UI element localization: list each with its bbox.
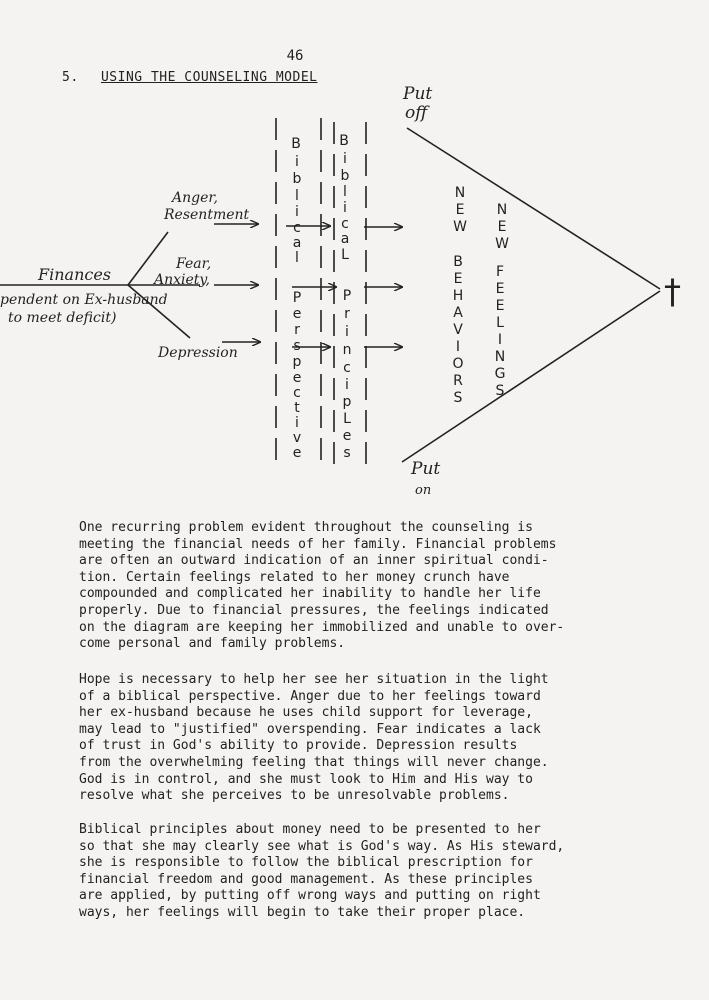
bpr-bot-0: P bbox=[342, 288, 352, 304]
anger-label-2: Resentment bbox=[164, 207, 250, 223]
bpr-top-5: c bbox=[341, 216, 349, 232]
nf-2: W bbox=[495, 236, 509, 252]
text-line: of a biblical perspective. Anger due to her feelings toward bbox=[79, 688, 541, 704]
nb-2: W bbox=[453, 219, 467, 235]
bpr-bot-4: c bbox=[343, 360, 351, 376]
text-line: of trust in God's ability to provide. Depression results bbox=[79, 738, 518, 754]
bp-bot-7: t bbox=[294, 400, 300, 416]
bpr-top-2: b bbox=[340, 168, 350, 184]
text-line: may lead to "justified" overspending. Fear indicates a lack bbox=[79, 721, 541, 737]
nf-9: N bbox=[494, 349, 506, 365]
put-off-label-1: Put bbox=[403, 84, 433, 104]
bp-top-7: l bbox=[295, 250, 299, 266]
bp-top-3: l bbox=[295, 188, 299, 204]
biblical-perspective-column bbox=[291, 136, 301, 461]
bp-bot-2: r bbox=[294, 322, 300, 338]
paragraph-financial-needs bbox=[79, 520, 609, 653]
bp-top-1: i bbox=[295, 154, 299, 170]
bpr-bot-6: p bbox=[342, 394, 352, 410]
counseling-diagram bbox=[0, 80, 709, 500]
text-line: meeting the financial needs of her family. Financial problems bbox=[79, 536, 557, 552]
nb-0: N bbox=[454, 185, 466, 201]
bpr-bot-1: r bbox=[344, 306, 350, 322]
text-line: Biblical principles about money need to be presented to her bbox=[79, 822, 541, 837]
bpr-top-4: i bbox=[343, 200, 347, 216]
bp-top-6: a bbox=[292, 235, 302, 251]
text-line: tion. Certain feelings related to her money crunch have bbox=[79, 569, 510, 585]
nb-11: R bbox=[453, 373, 463, 389]
text-line: God is in control, and she must look to Him and His way to bbox=[79, 771, 533, 787]
nf-10: G bbox=[494, 366, 506, 382]
text-line: financial freedom and good management. As these principles bbox=[79, 871, 533, 887]
text-line: from the overwhelming feeling that things will never change. bbox=[79, 754, 549, 770]
nf-6: E bbox=[495, 298, 505, 314]
nb-6: H bbox=[452, 288, 464, 304]
bpr-bot-3: n bbox=[342, 342, 352, 358]
nb-12: S bbox=[453, 390, 463, 406]
nb-9: I bbox=[455, 339, 461, 355]
paragraph-biblical-principles bbox=[79, 822, 609, 922]
depression-label: Depression bbox=[158, 345, 238, 361]
bpr-top-1: i bbox=[343, 151, 347, 167]
anger-label-1: Anger, bbox=[172, 190, 218, 206]
bp-bot-9: v bbox=[292, 430, 302, 446]
finances-label: Finances bbox=[38, 265, 112, 284]
bpr-top-7: L bbox=[341, 247, 349, 263]
nf-4: F bbox=[495, 264, 505, 280]
dependent-note-2: to meet deficit) bbox=[8, 310, 117, 326]
fear-label-1: Fear, bbox=[176, 256, 212, 272]
bp-top-4: i bbox=[295, 204, 299, 220]
nf-7: L bbox=[496, 315, 504, 331]
text-line: compounded and complicated her inability to handle her life bbox=[79, 586, 541, 602]
bpr-bot-9: s bbox=[343, 445, 351, 461]
nb-7: A bbox=[453, 305, 463, 321]
put-off-label-2: off bbox=[405, 103, 428, 123]
bp-bot-4: p bbox=[292, 354, 302, 370]
fear-label-2: Anxiety, bbox=[154, 272, 210, 288]
text-line: resolve what she perceives to be unresolvable problems. bbox=[79, 788, 510, 804]
new-feelings-column bbox=[495, 202, 510, 399]
biblical-principles-column bbox=[339, 133, 351, 461]
bp-top-0: B bbox=[291, 136, 301, 152]
put-on-label-1: Put bbox=[411, 459, 441, 479]
new-behaviors-column bbox=[452, 185, 467, 406]
bp-bot-8: i bbox=[295, 415, 299, 431]
text-line: on the diagram are keeping her immobilized and unable to over- bbox=[79, 619, 565, 635]
text-line: One recurring problem evident throughout the counseling is bbox=[79, 520, 533, 535]
dependent-note-1: pendent on Ex-husband bbox=[0, 292, 168, 308]
bpr-bot-7: L bbox=[343, 411, 351, 427]
text-line: she is responsible to follow the biblical prescription for bbox=[79, 855, 533, 871]
bpr-bot-2: i bbox=[345, 324, 349, 340]
text-line: are often an outward indication of an inner spiritual condi- bbox=[79, 553, 549, 569]
bp-bot-6: c bbox=[293, 385, 301, 401]
nf-0: N bbox=[496, 202, 508, 218]
bp-bot-1: e bbox=[292, 306, 302, 322]
bpr-bot-8: e bbox=[342, 428, 352, 444]
nb-5: E bbox=[453, 271, 463, 287]
put-on-label-2: on bbox=[415, 483, 432, 498]
bp-top-2: b bbox=[292, 171, 302, 187]
nf-5: E bbox=[495, 281, 505, 297]
section-title: USING THE COUNSELING MODEL bbox=[100, 70, 318, 85]
bp-bot-5: e bbox=[292, 370, 302, 386]
text-line: Hope is necessary to help her see her situation in the light bbox=[79, 672, 549, 687]
nf-1: E bbox=[497, 219, 507, 235]
text-line: so that she may clearly see what is God's way. As His steward, bbox=[79, 838, 565, 854]
put-off-line bbox=[407, 128, 660, 289]
nf-8: I bbox=[497, 332, 503, 348]
nf-11: S bbox=[495, 383, 505, 399]
paragraph-hope bbox=[79, 672, 609, 805]
bpr-top-0: B bbox=[339, 133, 349, 149]
section-number: 5. bbox=[62, 70, 79, 85]
bp-bot-0: P bbox=[292, 290, 302, 306]
nb-4: B bbox=[453, 254, 463, 270]
nb-10: O bbox=[452, 356, 464, 372]
text-line: her ex-husband because he uses child support for leverage, bbox=[79, 705, 533, 721]
text-line: ways, her feelings will begin to take their proper place. bbox=[79, 904, 526, 920]
text-line: properly. Due to financial pressures, the feelings indicated bbox=[79, 602, 549, 618]
cross-icon: † bbox=[664, 272, 681, 312]
put-on-line bbox=[402, 291, 660, 462]
nb-1: E bbox=[455, 202, 465, 218]
bp-bot-3: s bbox=[293, 338, 301, 354]
page-number: 46 bbox=[286, 48, 304, 64]
bpr-bot-5: i bbox=[345, 377, 349, 393]
nb-8: V bbox=[453, 322, 463, 338]
bpr-top-6: a bbox=[340, 231, 350, 247]
bpr-top-3: l bbox=[343, 184, 347, 200]
text-line: come personal and family problems. bbox=[79, 636, 346, 652]
text-line: are applied, by putting off wrong ways and putting on right bbox=[79, 888, 541, 904]
bp-top-5: c bbox=[293, 220, 301, 236]
bp-bot-10: e bbox=[292, 445, 302, 461]
